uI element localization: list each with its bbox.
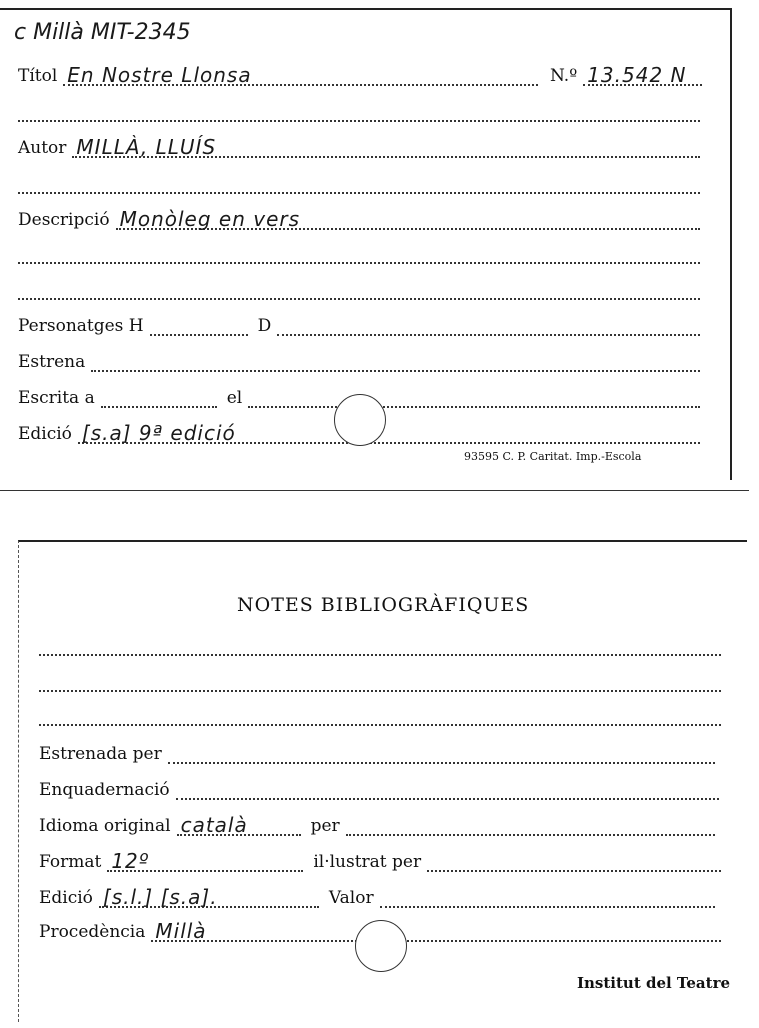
author-row — [18, 135, 700, 159]
premiered-row — [39, 744, 715, 764]
origin-value: Millà — [155, 919, 207, 943]
binding-row — [39, 780, 719, 800]
premiered-label: Estrenada per — [39, 744, 162, 764]
blank-line — [18, 120, 700, 122]
title-row — [18, 63, 538, 87]
premiere-field — [91, 352, 700, 372]
written-place-field — [101, 388, 217, 408]
blank-line — [18, 192, 700, 194]
blank-line — [39, 690, 721, 692]
description-label: Descripció — [18, 210, 110, 230]
blank-line — [39, 724, 721, 726]
edition-field — [99, 885, 319, 909]
premiere-label: Estrena — [18, 352, 86, 372]
premiere-row — [18, 352, 700, 372]
written-label: Escrita a — [18, 388, 95, 408]
punch-hole — [355, 920, 407, 972]
edition-row — [39, 885, 715, 909]
institution-stamp: Institut del Teatre — [577, 974, 731, 992]
value-label: Valor — [328, 888, 374, 908]
author-value: MILLÀ, LLUÍS — [76, 135, 217, 159]
illustrated-field — [427, 852, 721, 872]
edition-value: [s.l.] [s.a]. — [102, 885, 218, 909]
card-separator — [0, 490, 749, 491]
language-value: català — [180, 813, 248, 837]
catalog-card-front — [0, 8, 732, 480]
characters-d-field — [277, 316, 700, 336]
edition-label: Edició — [39, 888, 93, 908]
origin-label: Procedència — [39, 922, 146, 942]
origin-field — [151, 919, 721, 943]
language-per-field — [346, 816, 715, 836]
number-row — [550, 63, 702, 87]
language-label: Idioma original — [39, 816, 171, 836]
description-row — [18, 207, 700, 231]
printer-note: 93595 C. P. Caritat. Imp.-Escola — [464, 450, 642, 463]
characters-d-label: D — [257, 316, 272, 336]
edition-field — [78, 421, 700, 445]
edition-value: [s.a] 9ª edició — [81, 421, 236, 445]
call-number-note: c Millà MIT-2345 — [14, 20, 191, 45]
characters-row — [18, 316, 700, 336]
number-label: N.º — [550, 66, 578, 86]
format-row — [39, 849, 721, 873]
language-per-label: per — [310, 816, 340, 836]
binding-label: Enquadernació — [39, 780, 170, 800]
value-field — [380, 888, 715, 908]
punch-hole — [334, 394, 386, 446]
written-date-field — [248, 388, 700, 408]
author-field — [72, 135, 700, 159]
blank-line — [18, 298, 700, 300]
language-field — [177, 813, 301, 837]
description-value: Monòleg en vers — [119, 207, 301, 231]
notes-heading: NOTES BIBLIOGRÀFIQUES — [237, 594, 530, 616]
format-label: Format — [39, 852, 102, 872]
characters-h-field — [150, 316, 248, 336]
title-value: En Nostre Llonsa — [67, 63, 252, 87]
characters-label: Personatges H — [18, 316, 144, 336]
format-value: 12º — [111, 849, 150, 873]
number-value: 13.542 N — [587, 63, 687, 87]
description-field — [116, 207, 700, 231]
language-row — [39, 813, 715, 837]
blank-line — [39, 654, 721, 656]
format-field — [107, 849, 303, 873]
premiered-field — [168, 744, 715, 764]
catalog-card-back — [18, 540, 747, 1022]
edition-label: Edició — [18, 424, 72, 444]
blank-line — [18, 262, 700, 264]
number-field — [583, 63, 702, 87]
author-label: Autor — [18, 138, 67, 158]
written-el-label: el — [226, 388, 243, 408]
title-label: Títol — [18, 66, 58, 86]
title-field — [63, 63, 538, 87]
illustrated-label: il·lustrat per — [313, 852, 422, 872]
binding-field — [176, 780, 719, 800]
